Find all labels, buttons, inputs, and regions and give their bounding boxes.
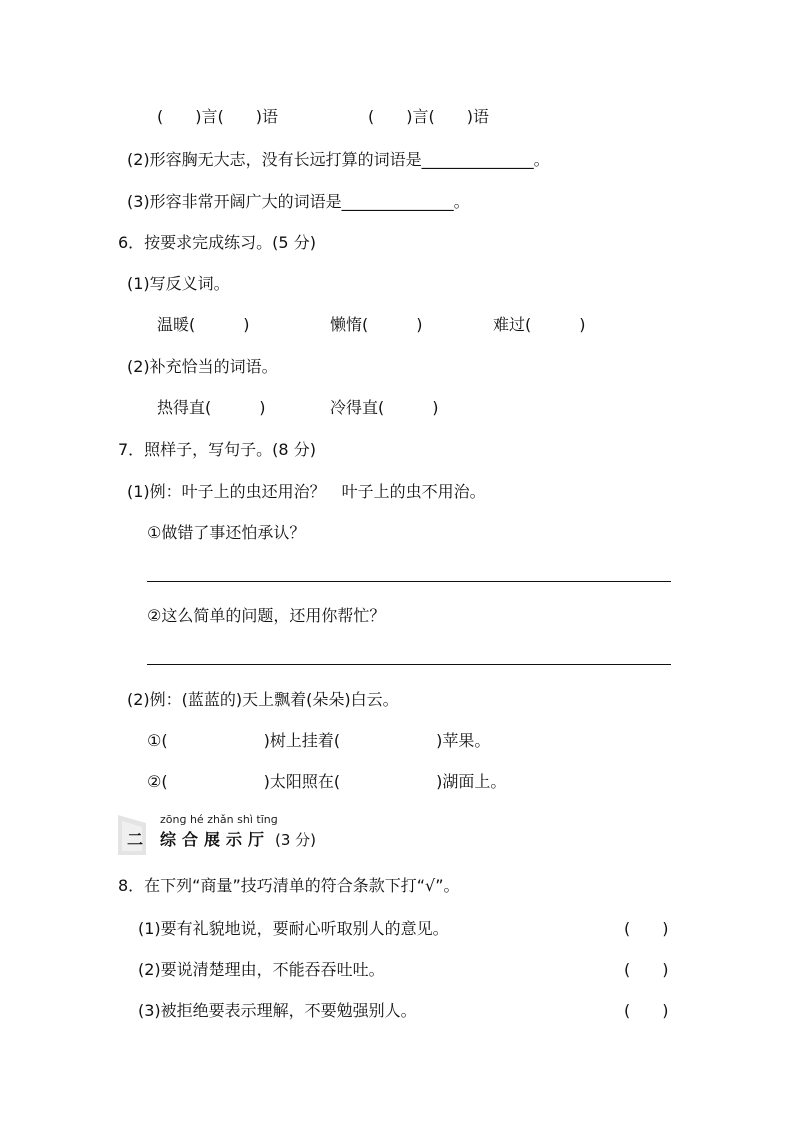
checkbox-paren-2: ( ) [624,960,669,979]
question-7-2-b: ②( )太阳照在( )湖面上。 [147,772,507,791]
checklist-item-2: (2)要说清楚理由，不能吞吞吐吐。 [138,960,385,979]
question-7-heading: 7．照样子，写句子。(8 分) [118,440,316,459]
question-7-1-a: ①做错了事还怕承认？ [147,523,306,542]
question-7-2-a: ①( )树上挂着( )苹果。 [147,731,491,750]
question-7-2-example: (2)例：(蓝蓝的)天上飘着(朵朵)白云。 [127,690,399,709]
antonym-lazy: 懒惰( ) [330,315,423,334]
checkbox-paren-3: ( ) [624,1001,669,1020]
question-6-1: (1)写反义词。 [127,274,230,293]
checklist-item-3: (3)被拒绝要表示理解，不要勉强别人。 [138,1001,417,1020]
question-8-heading: 8．在下列“商量”技巧清单的符合条款下打“√”。 [118,876,460,895]
idiom-blank-1: ( )言( )语 [157,107,278,126]
question-6-2: (2)补充恰当的词语。 [127,357,278,376]
checkbox-paren-1: ( ) [624,919,669,938]
question-5-2: (2)形容胸无大志，没有长远打算的词语是______________。 [127,150,550,169]
answer-line-2 [147,664,671,665]
question-5-3: (3)形容非常开阔广大的词语是______________。 [127,192,470,211]
section-pinyin: zōnɡ hé zhǎn shì tīnɡ [160,813,278,826]
section-number: 二 [127,830,150,849]
section-title: 综合展示厅 [160,830,271,849]
idiom-blank-2: ( )言( )语 [368,107,489,126]
section-score: (3 分) [275,831,317,849]
answer-line-1 [147,581,671,582]
antonym-sad: 难过( ) [493,315,586,334]
question-7-1-b: ②这么简单的问题，还用你帮忙？ [147,606,386,625]
checklist-item-1: (1)要有礼貌地说，要耐心听取别人的意见。 [138,919,449,938]
question-6-heading: 6．按要求完成练习。(5 分) [118,233,316,252]
antonym-warm: 温暖( ) [157,315,250,334]
fill-cold: 冷得直( ) [330,398,439,417]
question-7-1-example: (1)例：叶子上的虫还用治？ 叶子上的虫不用治。 [127,482,486,501]
fill-hot: 热得直( ) [157,398,266,417]
